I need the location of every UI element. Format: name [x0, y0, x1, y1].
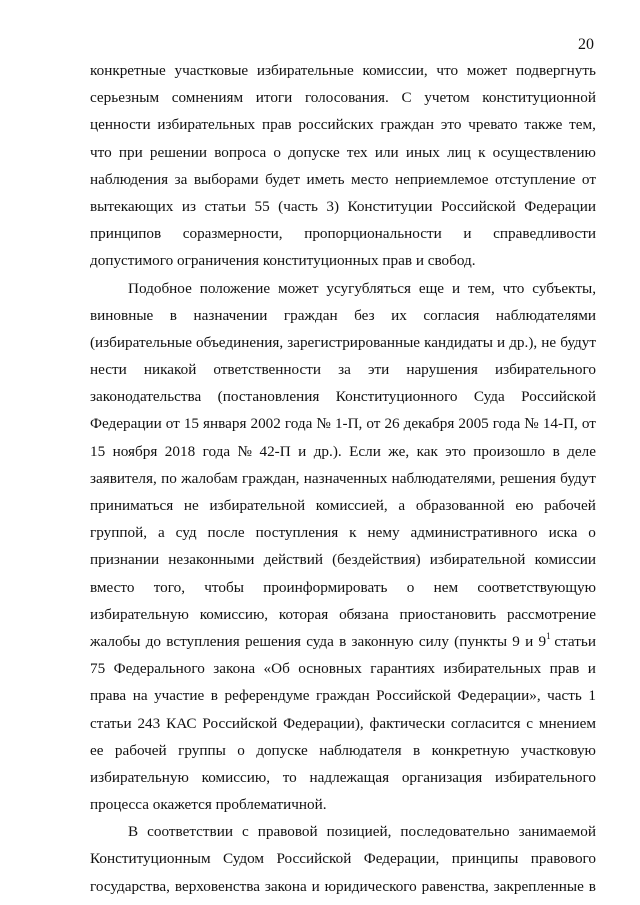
- paragraph: [90, 57, 596, 275]
- text-line: группой, а суд после поступления к нему административного иска о: [90, 524, 596, 542]
- text-line: Конституционным Судом Российской Федерации, принципы правового: [90, 850, 596, 868]
- text-line: статьи 243 КАС Российской Федерации), фактически согласится с мнением: [90, 714, 596, 732]
- text-line: ценности избирательных прав российских граждан это чревато также тем,: [90, 116, 596, 134]
- text-line: Подобное положение может усугубляться еще и тем, что субъекты,: [128, 279, 596, 297]
- paragraph: [90, 275, 596, 819]
- text-line: избирательную комиссию, которая обязана приостановить рассмотрение: [90, 605, 596, 623]
- text-line: законодательства (постановления Конституционного Суда Российской: [90, 388, 596, 406]
- text-line: государства, верховенства закона и юридического равенства, закрепленные в: [90, 877, 596, 895]
- document-body: [90, 57, 596, 900]
- text-line: права на участие в референдуме граждан Российской Федерации», часть 1: [90, 687, 596, 705]
- text-line: 75 Федерального закона «Об основных гарантиях избирательных прав и: [90, 660, 596, 678]
- text-line: Федерации от 15 января 2002 года № 1-П, от 26 декабря 2005 года № 14-П, от: [90, 415, 596, 433]
- text-line: (избирательные объединения, зарегистрированные кандидаты и др.), не будут: [90, 333, 596, 351]
- text-line: жалобы до вступления решения суда в законную силу (пункты 9 и $9^1$ статьи: [90, 630, 596, 650]
- paragraph: [90, 818, 596, 900]
- text-line: процесса окажется проблематичной.: [90, 796, 327, 814]
- text-line: заявителя, по жалобам граждан, назначенных наблюдателями, решения будут: [90, 469, 596, 487]
- text-line: избирательную комиссию, то надлежащая организация избирательного: [90, 768, 596, 786]
- text-line: вытекающих из статьи 55 (часть 3) Конституции Российской Федерации: [90, 197, 596, 215]
- text-line: приниматься не избирательной комиссией, а образованной ею рабочей: [90, 497, 596, 514]
- text-line: В соответствии с правовой позицией, последовательно занимаемой: [128, 823, 596, 841]
- text-line: признании незаконными действий (бездействия) избирательной комиссии: [90, 551, 596, 569]
- text-line: вместо того, чтобы проинформировать о нем соответствующую: [90, 578, 596, 596]
- text-line: конкретные участковые избирательные комиссии, что может подвергнуть: [90, 62, 596, 79]
- text-line: виновные в назначении граждан без их согласия наблюдателями: [90, 306, 596, 324]
- text-line: принципов соразмерности, пропорциональности и справедливости: [90, 225, 596, 243]
- footnote-superscript: 1: [546, 630, 551, 641]
- text-line: нести никакой ответственности за эти нарушения избирательного: [90, 361, 596, 379]
- page-number: 20: [578, 36, 594, 53]
- text-line: 15 ноября 2018 года № 42-П и др.). Если же, как это произошло в деле: [90, 442, 596, 460]
- text-line: что при решении вопроса о допуске тех или иных лиц к осуществлению: [90, 143, 596, 161]
- text-line: наблюдения за выборами будет иметь место неприемлемое отступление от: [90, 170, 596, 188]
- text-line: допустимого ограничения конституционных прав и свобод.: [90, 252, 476, 270]
- text-line: серьезным сомнениям итоги голосования. С учетом конституционной: [90, 89, 596, 107]
- text-line: ее рабочей группы о допуске наблюдателя в конкретную участковую: [90, 741, 596, 759]
